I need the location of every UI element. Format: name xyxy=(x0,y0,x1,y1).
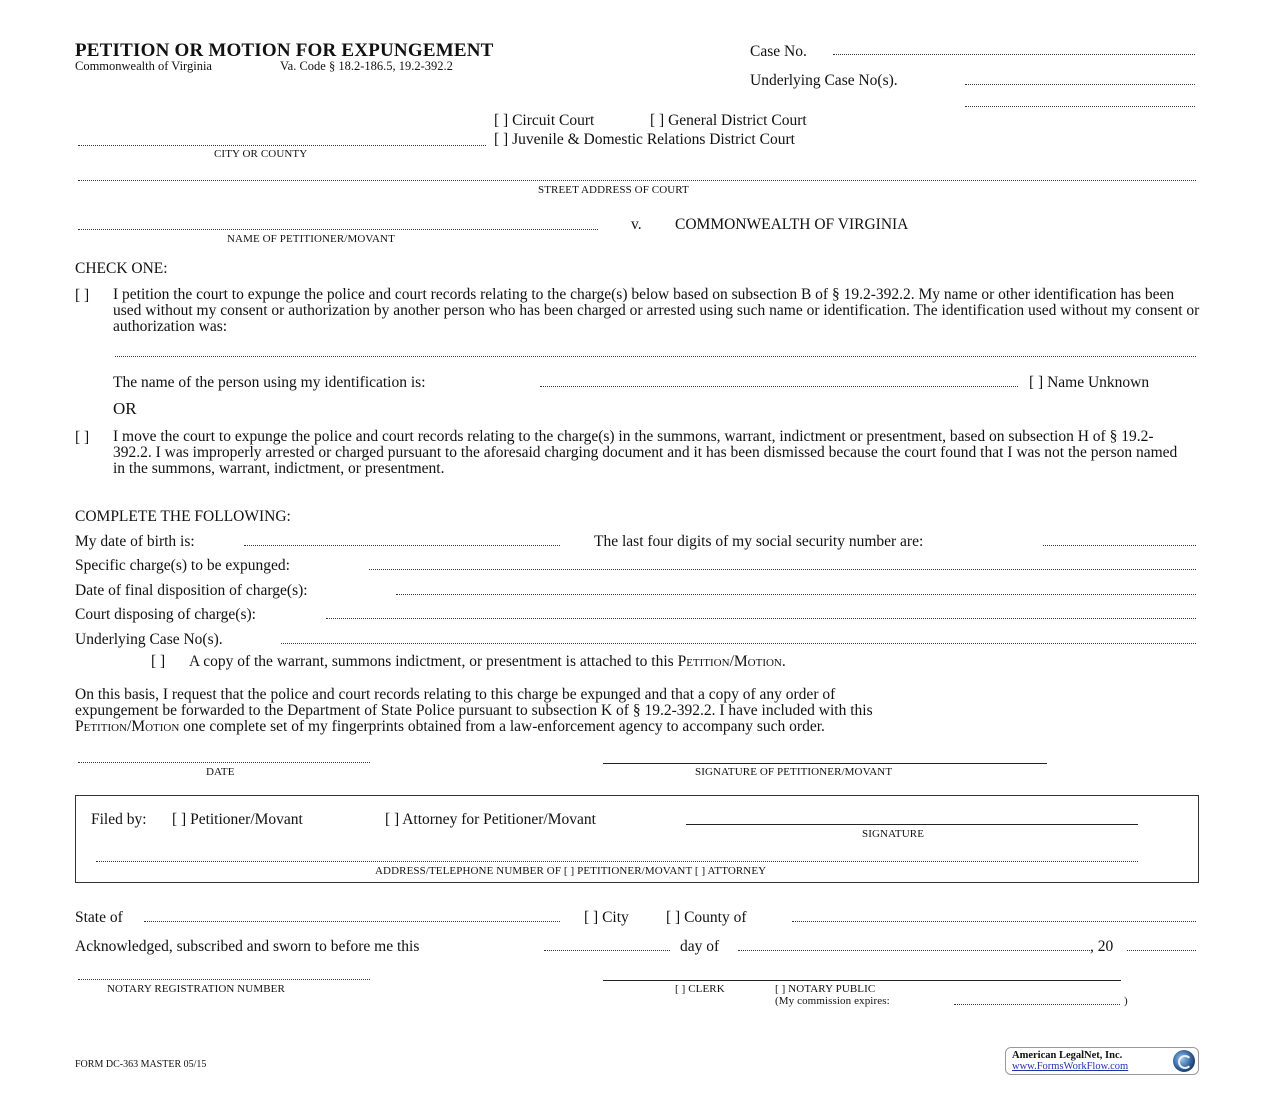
attached-text-end: . xyxy=(781,653,786,670)
commission-label: (My commission expires: xyxy=(775,995,890,1007)
underlying-case-field-1[interactable] xyxy=(965,84,1195,85)
notary-registration-field[interactable] xyxy=(78,979,370,980)
option-b-text: I petition the court to expunge the police and court records relating to the charge(s) below based on subsection B of § 19.2-392.2. My name or other identification has been used without my consent or authorization by another person who has been charged or arrested using such name or identification. The identification used without my consent or authorization was: xyxy=(113,286,1200,335)
or-label: OR xyxy=(113,399,137,418)
underlying-case-field-2[interactable] xyxy=(965,106,1195,107)
disposition-date-label: Date of final disposition of charge(s): xyxy=(75,582,308,599)
attached-text xyxy=(189,653,786,671)
date-caption: DATE xyxy=(206,766,235,778)
jurisdiction: Commonwealth of Virginia xyxy=(75,59,212,73)
option-h-checkbox[interactable]: [ ] xyxy=(75,429,90,446)
filed-by-petitioner-checkbox[interactable]: [ ] Petitioner/Movant xyxy=(172,811,303,828)
case-no-label: Case No. xyxy=(750,43,807,60)
court-disposing-field[interactable] xyxy=(326,618,1196,619)
option-h-text: I move the court to expunge the police and court records relating to the charge(s) in the summons, warrant, indictment or presentment, based on subsection H of § 19.2-392.2. I was improperly arrested or charged pursuant to the aforesaid charging document and it has been dismissed because the court found that I was not the person named in the summons, warrant, indictment, or presentment. xyxy=(113,428,1178,477)
check-one-heading: CHECK ONE: xyxy=(75,260,168,277)
attached-text-form-name: Petition/Motion xyxy=(677,653,782,670)
filed-by-signature-caption: SIGNATURE xyxy=(862,828,925,840)
commission-close: ) xyxy=(1124,995,1128,1007)
dob-label: My date of birth is: xyxy=(75,533,195,550)
day-of-label: day of xyxy=(680,938,720,955)
complete-heading: COMPLETE THE FOLLOWING: xyxy=(75,508,291,525)
attached-checkbox[interactable]: [ ] xyxy=(151,653,166,670)
page-title: PETITION OR MOTION FOR EXPUNGEMENT xyxy=(75,40,494,61)
attached-text-main: A copy of the warrant, summons indictment, or presentment is attached to this xyxy=(189,653,678,670)
notary-registration-caption: NOTARY REGISTRATION NUMBER xyxy=(107,983,285,995)
street-address-caption: STREET ADDRESS OF COURT xyxy=(538,184,689,196)
request-line-1: On this basis, I request that the police and court records relating to this charge be expunged and that a copy of any order of xyxy=(75,686,836,703)
circuit-court-checkbox[interactable]: [ ] Circuit Court xyxy=(494,112,595,129)
address-telephone-caption: ADDRESS/TELEPHONE NUMBER OF [ ] PETITIONER/MOVANT [ ] ATTORNEY xyxy=(375,865,767,877)
versus-label: v. xyxy=(631,216,642,233)
dob-field[interactable] xyxy=(244,545,560,546)
underlying-field[interactable] xyxy=(281,643,1196,644)
charges-label: Specific charge(s) to be expunged: xyxy=(75,557,290,574)
filed-by-label: Filed by: xyxy=(91,811,147,828)
respondent-label: COMMONWEALTH OF VIRGINIA xyxy=(675,216,909,233)
acknowledged-label: Acknowledged, subscribed and sworn to before me this xyxy=(75,938,420,955)
globe-icon xyxy=(1173,1050,1195,1072)
identification-used-field[interactable] xyxy=(115,356,1196,357)
clerk-checkbox[interactable]: [ ] CLERK xyxy=(675,983,725,995)
state-field[interactable] xyxy=(144,921,560,922)
city-county-field[interactable] xyxy=(78,145,486,146)
filed-by-signature-field[interactable] xyxy=(686,824,1138,825)
year-prefix: , 20 xyxy=(1090,938,1114,955)
person-name-field[interactable] xyxy=(540,386,1018,387)
city-county-caption: CITY OR COUNTY xyxy=(214,148,308,160)
notary-signature-field[interactable] xyxy=(603,980,1121,981)
court-disposing-label: Court disposing of charge(s): xyxy=(75,606,256,623)
request-line-2: expungement be forwarded to the Department of State Police pursuant to subsection K of § 19.2-392.2. I have included with this xyxy=(75,702,873,719)
general-district-court-checkbox[interactable]: [ ] General District Court xyxy=(650,112,807,129)
publisher-name: American LegalNet, Inc. xyxy=(1012,1050,1123,1061)
option-b-checkbox[interactable]: [ ] xyxy=(75,287,90,304)
year-field[interactable] xyxy=(1127,950,1196,951)
petitioner-caption: NAME OF PETITIONER/MOVANT xyxy=(227,233,395,245)
notary-public-checkbox[interactable]: [ ] NOTARY PUBLIC xyxy=(775,983,876,995)
publisher-url[interactable]: www.FormsWorkFlow.com xyxy=(1012,1061,1129,1072)
underlying-label: Underlying Case No(s). xyxy=(75,631,223,648)
state-of-label: State of xyxy=(75,909,123,926)
person-name-label: The name of the person using my identification is: xyxy=(113,374,426,391)
city-county-of-field[interactable] xyxy=(792,921,1196,922)
request-form-name: Petition/Motion xyxy=(75,718,180,735)
publisher-logo[interactable] xyxy=(1005,1047,1199,1075)
jdr-court-checkbox[interactable]: [ ] Juvenile & Domestic Relations District Court xyxy=(494,131,795,148)
request-line-3-text: one complete set of my fingerprints obtained from a law-enforcement agency to accompany such order. xyxy=(179,718,825,735)
petitioner-name-field[interactable] xyxy=(78,229,598,230)
charges-field[interactable] xyxy=(369,569,1196,570)
underlying-case-label: Underlying Case No(s). xyxy=(750,72,898,89)
ssn-field[interactable] xyxy=(1043,545,1196,546)
ssn-label: The last four digits of my social security number are: xyxy=(594,533,924,550)
address-telephone-field[interactable] xyxy=(96,861,1138,862)
disposition-date-field[interactable] xyxy=(396,594,1196,595)
petitioner-signature-field[interactable] xyxy=(603,763,1047,764)
commission-expires-field[interactable] xyxy=(954,1004,1120,1005)
form-id: FORM DC-363 MASTER 05/15 xyxy=(75,1059,207,1070)
filed-by-attorney-checkbox[interactable]: [ ] Attorney for Petitioner/Movant xyxy=(385,811,596,828)
request-line-3 xyxy=(75,718,825,736)
county-checkbox[interactable]: [ ] County of xyxy=(666,909,747,926)
city-checkbox[interactable]: [ ] City xyxy=(584,909,629,926)
day-field[interactable] xyxy=(544,950,670,951)
month-field[interactable] xyxy=(738,950,1090,951)
case-no-field[interactable] xyxy=(833,54,1195,55)
name-unknown-checkbox[interactable]: [ ] Name Unknown xyxy=(1029,374,1150,391)
date-field[interactable] xyxy=(78,762,370,763)
code-reference: Va. Code § 18.2-186.5, 19.2-392.2 xyxy=(280,59,453,73)
street-address-field[interactable] xyxy=(78,180,1196,181)
petitioner-signature-caption: SIGNATURE OF PETITIONER/MOVANT xyxy=(695,766,893,778)
